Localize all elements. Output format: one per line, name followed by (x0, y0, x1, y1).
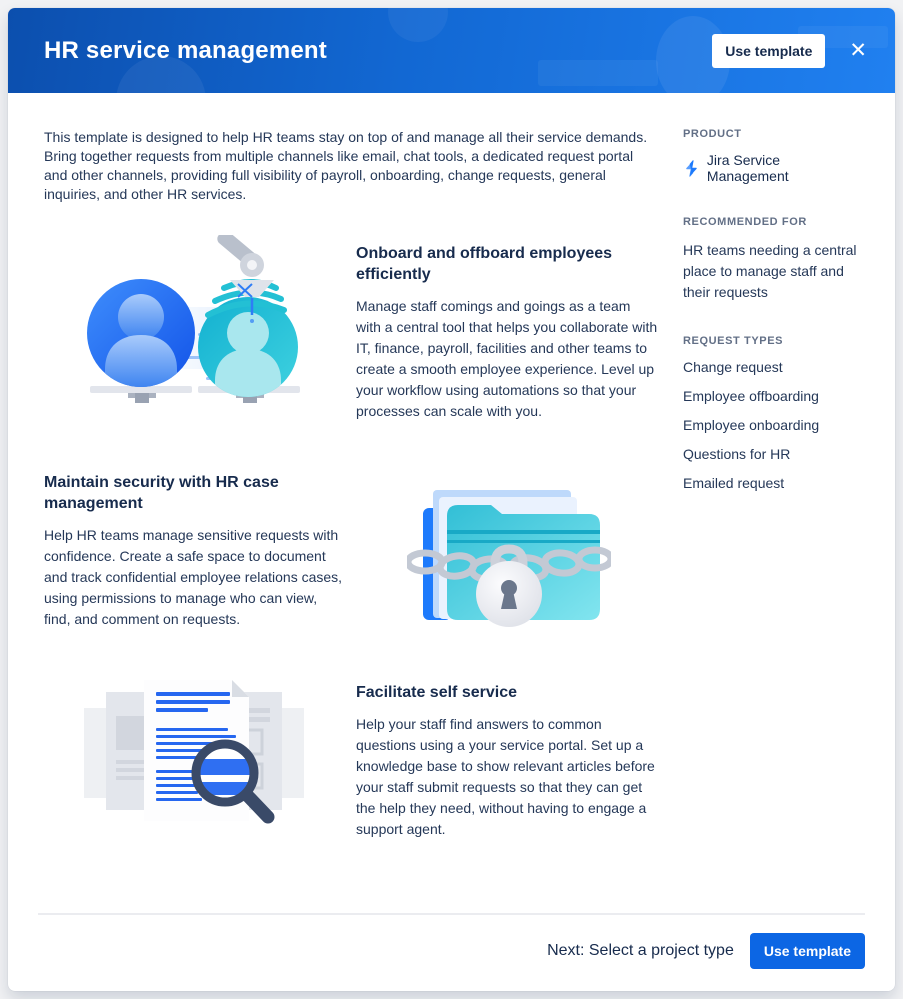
request-type-item: Change request (683, 359, 783, 375)
close-icon[interactable]: ✕ (845, 36, 871, 65)
recommended-text: HR teams needing a central place to manage staff and their requests (683, 242, 857, 300)
document-search-graphic (78, 674, 310, 826)
main-content (44, 128, 659, 882)
dialog-header (8, 8, 895, 93)
template-dialog (8, 8, 895, 991)
request-types-section (683, 335, 865, 491)
product-label: PRODUCT (683, 128, 742, 140)
header-decoration (388, 8, 448, 42)
request-types-label: REQUEST TYPES (683, 335, 784, 347)
dialog-footer-area (8, 913, 895, 991)
feature-text-block (356, 682, 659, 840)
use-template-button-header[interactable]: Use template (712, 34, 825, 68)
locked-folder-graphic (407, 464, 611, 632)
avatars-printer-graphic (78, 235, 310, 403)
feature-onboarding (44, 235, 659, 422)
document-search-illustration (44, 674, 344, 826)
feature-body: Manage staff comings and goings as a team with a central tool that helps you collaborate with IT, finance, payroll, facilities and other teams to create a smooth employee experience. Level up your workflow using automations so that your processes can scale with you. (356, 298, 658, 419)
jira-service-management-icon (683, 160, 700, 177)
request-type-item: Questions for HR (683, 446, 791, 462)
recommended-label: RECOMMENDED FOR (683, 216, 807, 228)
feature-title: Facilitate self service (356, 684, 517, 701)
dialog-body (8, 93, 895, 882)
product-section (683, 128, 865, 184)
feature-text-block (44, 472, 347, 630)
template-description: This template is designed to help HR teams stay on top of and manage all their service demands. Bring together requests from multiple channels like email, chat tools, a dedicated request portal and other channels, providing full visibility of payroll, onboarding, change requests, general inquiries, and other HR services. (44, 129, 648, 202)
request-type-item: Emailed request (683, 475, 785, 491)
locked-folder-illustration (359, 464, 659, 632)
feature-body: Help HR teams manage sensitive requests with confidence. Create a safe space to document and track confidential employee relations cases, using permissions to manage who can view, find, and comment on requests. (44, 527, 343, 627)
dialog-footer (8, 915, 895, 991)
onboard-offboard-avatars-illustration (44, 235, 344, 403)
product-row (683, 152, 865, 184)
next-step-hint: Next: Select a project type (547, 942, 734, 959)
feature-title: Onboard and offboard employees efficiently (356, 245, 613, 283)
page-title: HR service management (44, 36, 327, 64)
request-type-item: Employee offboarding (683, 388, 819, 404)
recommended-section (683, 216, 865, 303)
request-type-item: Employee onboarding (683, 417, 820, 433)
feature-self-service (44, 674, 659, 840)
feature-title: Maintain security with HR case management (44, 474, 279, 512)
header-decoration (538, 60, 658, 86)
header-actions (712, 34, 871, 68)
details-sidebar (683, 128, 865, 882)
feature-security (44, 464, 659, 632)
use-template-button-footer[interactable]: Use template (750, 933, 865, 969)
product-name: Jira Service Management (706, 152, 789, 184)
feature-text-block (356, 243, 659, 422)
feature-body: Help your staff find answers to common questions using a your service portal. Set up a knowledge base to show relevant articles before your staff submit requests so that they can get the help they need, without having to engage a support agent. (356, 716, 655, 837)
